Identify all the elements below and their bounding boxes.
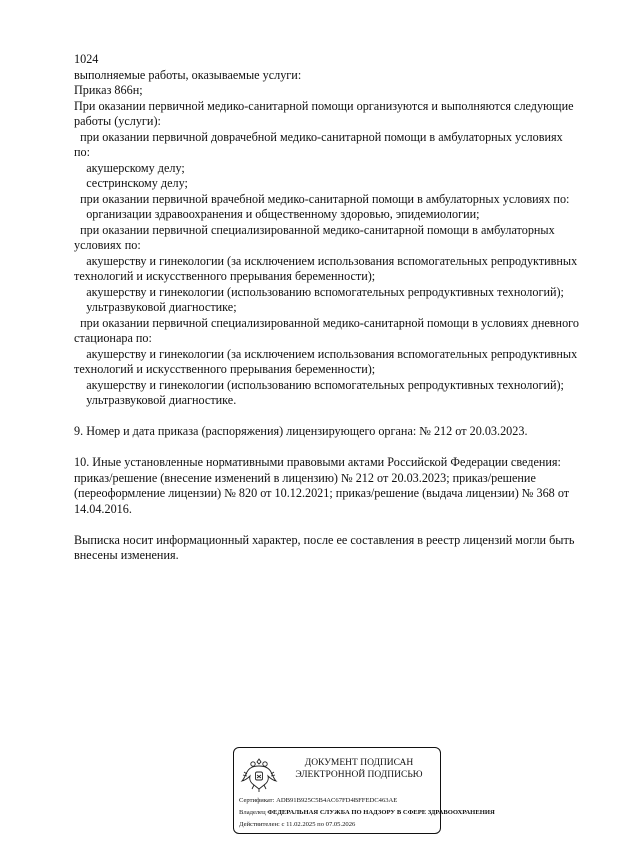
certificate-value: ADB91B925C5B4AC67FD4BFFEDC463AE	[276, 797, 398, 804]
owner-value: ФЕДЕРАЛЬНАЯ СЛУЖБА ПО НАДЗОРУ В СФЕРЕ ЗДРАВООХРАНЕНИЯ	[267, 809, 495, 816]
document-line: стационара по:	[74, 331, 152, 345]
electronic-signature-stamp	[233, 747, 495, 834]
section-10-line: (переоформление лицензии) № 820 от 10.12.2021; приказ/решение (выдача лицензии) № 368 от	[74, 486, 570, 500]
document-line: при оказании первичной специализированной медико-санитарной помощи в амбулаторных	[74, 222, 555, 237]
document-line: акушерству и гинекологии (использованию вспомогательных репродуктивных технологий);	[74, 284, 564, 299]
section-10	[74, 455, 604, 517]
document-line: выполняемые работы, оказываемые услуги:	[74, 67, 302, 82]
document-line: при оказании первичной специализированной медико-санитарной помощи в условиях дневного	[74, 315, 579, 330]
stamp-title-line: ДОКУМЕНТ ПОДПИСАН	[304, 758, 414, 768]
coat-of-arms-icon	[239, 754, 279, 794]
document-line: ультразвуковой диагностике;	[74, 300, 237, 314]
validity-row: Действителен: с 11.02.2025 по 07.05.2026	[239, 821, 356, 828]
document-line: акушерскому делу;	[74, 160, 185, 175]
document-body	[74, 52, 604, 564]
certificate-label: Сертификат:	[239, 797, 275, 804]
document-line: технологий и искусственного прерывания беременности);	[74, 362, 376, 376]
licensed-works-list	[74, 52, 604, 409]
document-line: ультразвуковой диагностике.	[74, 393, 237, 407]
section-10-line: 10. Иные установленные нормативными правовыми актами Российской Федерации сведения:	[74, 455, 561, 469]
document-line: работы (услуги):	[74, 114, 161, 128]
document-line: организации здравоохранения и общественному здоровью, эпидемиологии;	[74, 207, 480, 221]
stamp-title-line: ЭЛЕКТРОННОЙ ПОДПИСЬЮ	[295, 770, 423, 780]
document-line: акушерству и гинекологии (за исключением использования вспомогательных репродуктивных	[74, 253, 578, 268]
document-line: технологий и искусственного прерывания беременности);	[74, 269, 376, 283]
document-line: Приказ 866н;	[74, 83, 143, 97]
document-line: при оказании первичной доврачебной медико-санитарной помощи в амбулаторных условиях	[74, 129, 563, 144]
document-line: по:	[74, 145, 91, 159]
document-line: условиях по:	[74, 238, 141, 252]
document-line: при оказании первичной врачебной медико-санитарной помощи в амбулаторных условиях по:	[74, 191, 570, 206]
document-line: При оказании первичной медико-санитарной помощи организуются и выполняются следующие	[74, 98, 574, 113]
owner-label: Владелец	[239, 809, 266, 816]
document-line: 1024	[74, 52, 99, 66]
section-10-line: приказ/решение (внесение изменений в лицензию) № 212 от 20.03.2023; приказ/решение	[74, 470, 536, 485]
info-note-line: Выписка носит информационный характер, после ее составления в реестр лицензий могли быть	[74, 532, 575, 547]
section-9: 9. Номер и дата приказа (распоряжения) лицензирующего органа: № 212 от 20.03.2023.	[74, 424, 528, 438]
owner-row	[239, 809, 495, 817]
document-line: акушерству и гинекологии (за исключением использования вспомогательных репродуктивных	[74, 346, 578, 361]
certificate-row	[239, 797, 397, 805]
section-10-line: 14.04.2016.	[74, 501, 132, 516]
info-note-line: внесены изменения.	[74, 548, 179, 562]
document-line: сестринскому делу;	[74, 176, 188, 190]
document-line: акушерству и гинекологии (использованию вспомогательных репродуктивных технологий);	[74, 377, 564, 392]
info-note	[74, 533, 604, 564]
